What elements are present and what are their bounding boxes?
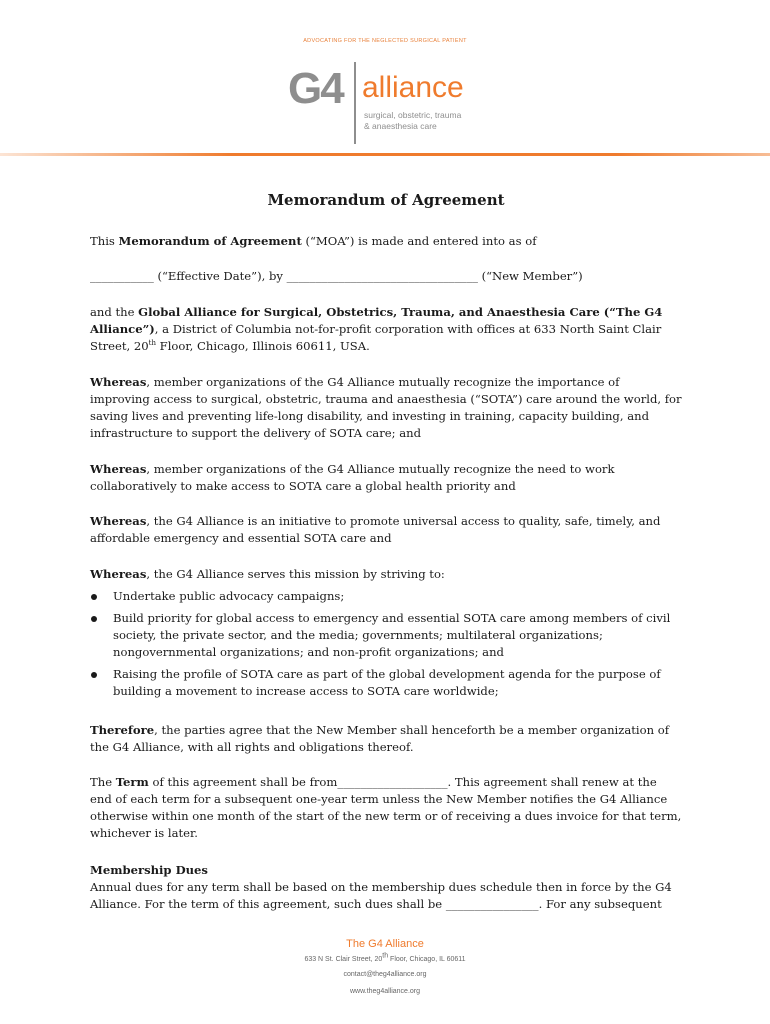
footer-website[interactable]: www.theg4alliance.org <box>349 988 421 995</box>
effective-date-line: ___________ (“Effective Date”), by _________________________________ (“New Member”) <box>90 269 583 283</box>
term-paragraph <box>90 774 682 842</box>
logo-subtitle <box>364 110 461 132</box>
logo-subtitle-line-1: surgical, obstetric, trauma <box>364 110 462 120</box>
whereas-label: Whereas <box>90 375 147 389</box>
g4-alliance-logo <box>288 62 488 146</box>
dues-heading-text: Membership Dues <box>90 863 208 877</box>
term-label: Term <box>115 775 149 789</box>
whereas-paragraph-1 <box>90 374 682 442</box>
parties-text: and the <box>90 305 139 319</box>
tagline: ADVOCATING FOR THE NEGLECTED SURGICAL PATIENT <box>303 38 467 44</box>
whereas-paragraph-2 <box>90 461 682 495</box>
logo-word: alliance <box>362 71 464 104</box>
whereas-label: Whereas <box>90 514 147 528</box>
whereas-label: Whereas <box>90 462 147 476</box>
parties-bold: Global Alliance for Surgical, Obstetrics, Trauma, and Anaesthesia Care (“The G4 Alliance”) <box>90 305 663 336</box>
logo-divider <box>354 62 356 144</box>
dues-paragraph: Annual dues for any term shall be based on the membership dues schedule then in force by the G4 Alliance. For the term of this agreement, such dues shall be ________________. For any subsequent <box>90 880 672 911</box>
list-item: Undertake public advocacy campaigns; <box>90 588 682 605</box>
ordinal-suffix: th <box>148 339 156 348</box>
term-text-start: The <box>90 775 116 789</box>
logo-mark: G4 <box>288 64 343 113</box>
intro-paragraph <box>90 233 682 250</box>
whereas-text: , member organizations of the G4 Alliance mutually recognize the importance of improving access to surgical, obstetric, trauma and anaesthesia (“SOTA”) care around the world, for saving lives and preventing life-long disability, and investing in training, capacity building, and infrastructure to support the delivery of SOTA care; and <box>90 375 682 440</box>
footer-org: The G4 Alliance <box>346 938 424 950</box>
footer-address <box>0 952 770 963</box>
footer-ordinal: th <box>382 952 389 960</box>
whereas-paragraph-4 <box>90 566 682 583</box>
intro-text: This <box>90 234 119 248</box>
therefore-paragraph <box>90 722 682 756</box>
therefore-label: Therefore <box>90 723 155 737</box>
whereas-label: Whereas <box>90 567 147 581</box>
intro-bold: Memorandum of Agreement <box>118 234 302 248</box>
document-title: Memorandum of Agreement <box>267 191 505 209</box>
footer-address-end: Floor, Chicago, IL 60611 <box>388 956 466 963</box>
whereas-paragraph-3 <box>90 513 682 547</box>
parties-paragraph <box>90 304 682 355</box>
footer-address-start: 633 N St. Clair Street, 20 <box>304 956 383 963</box>
parties-address: , a District of Columbia not-for-profit corporation with offices at 633 North Saint Clair Street, 20 <box>90 322 662 353</box>
logo-subtitle-line-2: & anaesthesia care <box>364 121 437 131</box>
whereas-text: , member organizations of the G4 Alliance mutually recognize the need to work collaboratively to make access to SOTA care a global health priority and <box>90 462 615 493</box>
term-text: of this agreement shall be from___________________. This agreement shall renew at the end of each term for a subsequent one-year term unless the New Member notifies the G4 Alliance otherwise within one month of the start of the new term or of receiving a dues invoice for that term, whichever is later. <box>90 775 682 840</box>
header-divider <box>0 153 770 156</box>
list-item: Raising the profile of SOTA care as part of the global development agenda for the purpose of building a movement to increase access to SOTA care worldwide; <box>90 666 682 700</box>
mission-list <box>90 588 682 705</box>
whereas-text: , the G4 Alliance is an initiative to promote universal access to quality, safe, timely, and affordable emergency and essential SOTA care and <box>90 514 661 545</box>
list-item: Build priority for global access to emergency and essential SOTA care among members of civil society, the private sector, and the media; governments; multilateral organizations; nongovernmental organizations; and non-profit organizations; and <box>90 610 682 661</box>
therefore-text: , the parties agree that the New Member shall henceforth be a member organization of the G4 Alliance, with all rights and obligations thereof. <box>90 723 670 754</box>
intro-text-end: (“MOA”) is made and entered into as of <box>301 234 537 248</box>
whereas-text: , the G4 Alliance serves this mission by striving to: <box>146 567 445 581</box>
parties-address-end: Floor, Chicago, Illinois 60611, USA. <box>155 339 370 353</box>
footer-email[interactable]: contact@theg4alliance.org <box>343 971 427 978</box>
dues-heading <box>90 862 682 879</box>
